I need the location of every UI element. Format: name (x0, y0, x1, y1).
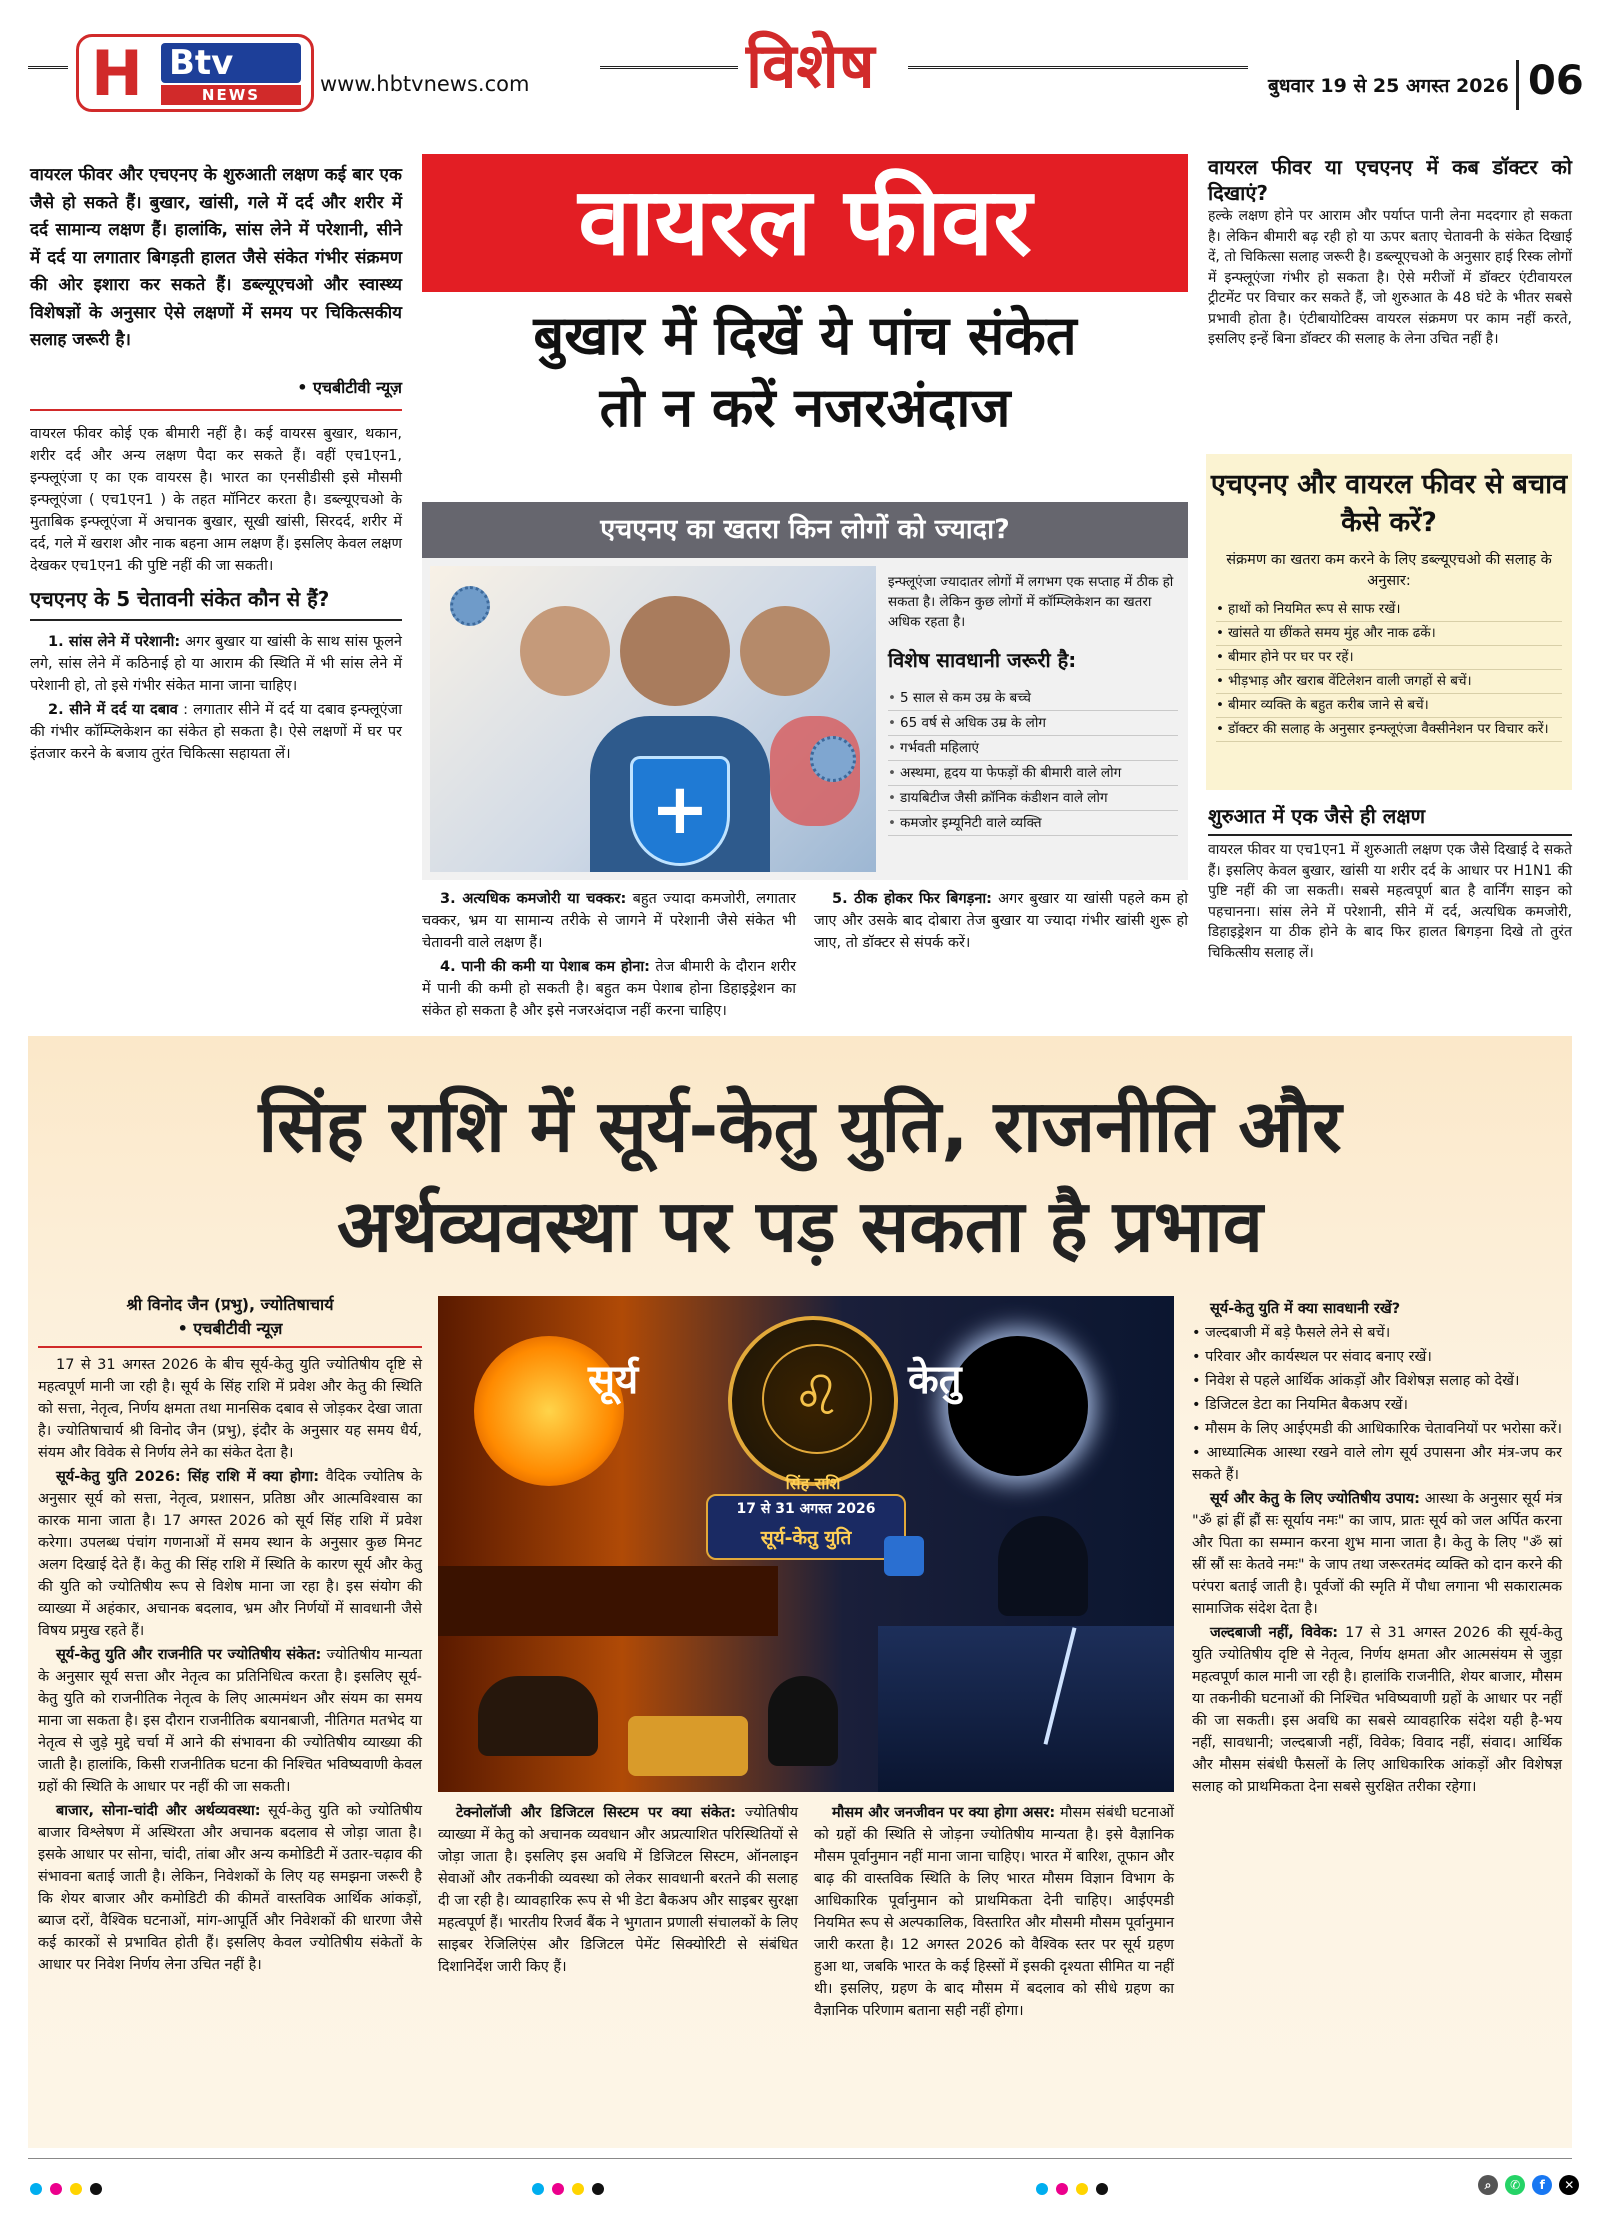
storm-scene (878, 1626, 1174, 1792)
story2-p2: सूर्य-केतु युति 2026: सिंह राशि में क्या होगा: वैदिक ज्योतिष के अनुसार सूर्य को सत्ता, नेतृत्व, प्रशासन, प्रतिष्ठा और आत्मविश्वास का कारक माना जाता है। 17 अगस्त 2026 को सूर्य सिंह राशि में प्रवेश करेगा। उपलब्ध पंचांग गणनाओं में समय स्थान के अनुसार कुछ मिनट अलग दिखाई देते हैं। केतु की सिंह राशि में स्थिति के कारण सूर्य और केतु की युति को ज्योतिषीय रूप से विशेष माना जा रहा है। इस संयोग की व्याख्या में अहंकार, अचानक बदलाव, भ्रम और निर्णयों में सावधानी जैसे विषय प्रमुख रहते हैं। (38, 1469, 422, 1639)
yuti-label: सूर्य-केतु युति (760, 1527, 852, 1549)
story2-col-1 (38, 1294, 422, 1978)
astrology-story (28, 1036, 1572, 2148)
story1-byline: • एचबीटीवी न्यूज़ (297, 377, 402, 397)
story2-p8: सूर्य और केतु के लिए ज्योतिषीय उपाय: आस्था के अनुसार सूर्य मंत्र "ॐ ह्रां ह्रीं ह्रौं सः सूर्याय नमः" का जाप, प्रातः सूर्य को जल अर्पित करना और पिता का सम्मान करना शुभ माना जाता है। केतु के लिए "ॐ स्रां स्रीं स्रौं सः केतवे नमः" के जाप तथा जरूरतमंद व्यक्ति को दान करने की परंपरा बताई जाती है। पूर्वजों की स्मृति में पौधा लगाना भी सकारात्मक सामाजिक संदेश देता है। (1192, 1491, 1562, 1617)
x-icon[interactable]: ✕ (1559, 2175, 1579, 2195)
logo-h: H (91, 37, 143, 110)
same-symptoms-column (1208, 802, 1572, 965)
prevention-box (1206, 454, 1572, 790)
doctor-advice: हल्के लक्षण होने पर आराम और पर्याप्त पानी लेना मददगार हो सकता है। लेकिन बीमारी बढ़ रही हो या ऊपर बताए चेतावनी के संकेत दिखाई दें, तो चिकित्सा सलाह जरूरी है। डब्ल्यूएचओ के अनुसार हाई रिस्क लोगों में इन्फ्लूएंजा गंभीर हो सकता है। ऐसे मरीजों में डॉक्टर एंटीवायरल ट्रीटमेंट पर विचार कर सकते हैं, जो शुरुआत के 48 घंटे के भीतर सबसे प्रभावी होता है। एंटीबायोटिक्स वायरल संक्रमण पर काम नहीं करते, इसलिए इन्हें बिना डॉक्टर की सलाह के लेना उचित नहीं है। (1208, 208, 1572, 347)
story2-col-2 (438, 1802, 798, 1980)
lock-icon (884, 1536, 924, 1576)
same-symptoms-text: वायरल फीवर या एच1एन1 में शुरुआती लक्षण एक जैसे दिखाई दे सकते हैं। इसलिए केवल बुखार, खांसी या शरीर दर्द के आधार पर H1N1 की पुष्टि नहीं की जा सकती। सबसे महत्वपूर्ण बात है वार्निंग साइन को पहचानना। सांस लेने में परेशानी, सीने में दर्द, अत्यधिक कमजोरी, डिहाइड्रेशन या ठीक होने के बाद फिर हालत बिगड़ना दिखे तो तुरंत चिकित्सीय सलाह लें। (1208, 842, 1572, 961)
issue-date: बुधवार 19 से 25 अगस्त 2026 (1268, 75, 1509, 97)
list-item: • हाथों को नियमित रूप से साफ रखें। (1216, 598, 1562, 622)
man-figure (740, 606, 830, 696)
story2-p3: सूर्य-केतु युति और राजनीति पर ज्योतिषीय संकेत: ज्योतिषीय मान्यता के अनुसार सूर्य सत्ता और नेतृत्व का प्रतिनिधित्व करता है। इसलिए सूर्य-केतु युति को राजनीतिक नेतृत्व के लिए आत्ममंथन और संयम का समय माना जा सकता है। इस दौरान राजनीतिक बयानबाजी, नीतिगत मतभेद या नेतृत्व से जुड़े मुद्दे चर्चा में आने की संभावना की ज्योतिषीय व्याख्या की जाती है। हालांकि, किसी राजनीतिक घटना की निश्चित भविष्यवाणी केवल ग्रहों की स्थिति के आधार पर नहीं की जा सकती। (38, 1647, 422, 1795)
care-item: • परिवार और कार्यस्थल पर संवाद बनाए रखें। (1192, 1349, 1432, 1365)
care-item: • जल्दबाजी में बड़े फैसले लेने से बचें। (1192, 1325, 1391, 1341)
doctor-question-heading: वायरल फीवर या एचएनए में कब डॉक्टर को दिखाएं? (1208, 155, 1572, 205)
flu-illustration (430, 566, 876, 872)
list-item: • बीमार होने पर घर पर रहें। (1216, 646, 1562, 670)
hbtv-logo[interactable] (76, 34, 314, 112)
list-item: • बीमार व्यक्ति के बहुत करीब जाने से बचें। (1216, 694, 1562, 718)
list-item: • गर्भवती महिलाएं (888, 736, 1178, 761)
virus-icon (450, 586, 490, 626)
ketu-label: केतु (908, 1357, 962, 1403)
list-item: • डायबिटीज जैसी क्रॉनिक कंडीशन वाले लोग (888, 786, 1178, 811)
whatsapp-icon[interactable]: ✆ (1505, 2175, 1525, 2195)
story2-p5: टेक्नोलॉजी और डिजिटल सिस्टम पर क्या संकेत: ज्योतिषीय व्याख्या में केतु को अचानक व्यवधान और अप्रत्याशित परिस्थितियों से जोड़ा जाता है। इसलिए इस अवधि में डिजिटल सिस्टम, ऑनलाइन सेवाओं और तकनीकी व्यवस्था को लेकर सावधानी बरतने की सलाह दी जा रही है। व्यावहारिक रूप से भी डेटा बैकअप और साइबर सुरक्षा महत्वपूर्ण हैं। भारतीय रिजर्व बैंक ने भुगतान प्रणाली संचालकों के लिए साइबर रेजिलिएंस और डिजिटल पेमेंट सिक्योरिटी से संबंधित दिशानिर्देश जारी किए हैं। (438, 1805, 798, 1975)
story1-banner: वायरल फीवर (422, 154, 1188, 292)
sign-4: 4. पानी की कमी या पेशाब कम होना: तेज बीमारी के दौरान शरीर में पानी की कमी हो सकती है। बहुत कम पेशाब होना डिहाइड्रेशन का संकेत हो सकता है और इसे नजरअंदाज नहीं करना चाहिए। (422, 959, 796, 1019)
header-rule (28, 66, 68, 69)
registration-dots (30, 2180, 110, 2192)
risk-infobox (422, 558, 1188, 880)
list-item: • 65 वर्ष से अधिक उम्र के लोग (888, 711, 1178, 736)
story2-p1: 17 से 31 अगस्त 2026 के बीच सूर्य-केतु युति ज्योतिषीय दृष्टि से महत्वपूर्ण मानी जा रही है। सूर्य के सिंह राशि में प्रवेश और केतु की स्थिति को सत्ता, नेतृत्व, निर्णय क्षमता तथा मानसिक दबाव से जोड़कर देखा जाता है। ज्योतिषाचार्य श्री विनोद जैन (प्रभु), इंदौर के अनुसार यह समय धैर्य, संयम और विवेक से निर्णय लेने का संकेत देता है। (38, 1357, 422, 1461)
risk-intro: इन्फ्लूएंजा ज्यादातर लोगों में लगभग एक सप्ताह में ठीक हो सकता है। लेकिन कुछ लोगों में कॉम्प्लिकेशन का खतरा अधिक रहता है। (888, 574, 1174, 630)
page-header (28, 28, 1584, 118)
story1-headline: बुखार में दिखें ये पांच संकेत तो न करें नजरअंदाज (533, 304, 1077, 439)
story2-col-3 (814, 1802, 1174, 2024)
page-number: 06 (1528, 58, 1584, 104)
header-rule (908, 66, 1248, 69)
medical-shield-icon: + (630, 756, 730, 866)
search-icon[interactable]: ⌕ (1478, 2175, 1498, 2195)
same-symptoms-heading: शुरुआत में एक जैसे ही लक्षण (1208, 802, 1572, 836)
care-item: • आध्यात्मिक आस्था रखने वाले लोग सूर्य उपासना और मंत्र-जप कर सकते हैं। (1192, 1445, 1562, 1483)
divider (30, 409, 402, 411)
list-item: • डॉक्टर की सलाह के अनुसार इन्फ्लूएंजा वैक्सीनेशन पर विचार करें। (1216, 718, 1562, 742)
social-icons (1476, 2174, 1579, 2196)
story2-p9: जल्दबाजी नहीं, विवेक: 17 से 31 अगस्त 2026 की सूर्य-केतु युति ज्योतिषीय दृष्टि से नेतृत्व, निर्णय क्षमता और आत्मसंयम से जुड़ा महत्वपूर्ण काल मानी जा रही है। हालांकि राजनीति, शेयर बाजार, मौसम या तकनीकी घटनाओं की निश्चित भविष्यवाणी ग्रहों के आधार पर नहीं की जा सकती। इस अवधि का सबसे व्यावहारिक संदेश यही है-भय नहीं, सावधानी; जल्दबाजी नहीं, विवेक; विवाद नहीं, संवाद। आर्थिक और मौसम संबंधी फैसलों के लिए आधिकारिक आंकड़ों और विशेषज्ञ सलाह को प्राथमिकता देना सबसे सुरक्षित तरीका रहेगा। (1192, 1625, 1562, 1795)
care-item: • मौसम के लिए आईएमडी की आधिकारिक चेतावनियों पर भरोसा करें। (1192, 1421, 1562, 1437)
story2-byline: • एचबीटीवी न्यूज़ (177, 1319, 283, 1338)
list-item: • 5 साल से कम उम्र के बच्चे (888, 686, 1178, 711)
story1-left-column (30, 162, 402, 767)
section-title: विशेष (746, 29, 875, 102)
story1-center-col-a (422, 888, 796, 1024)
prevention-intro: संक्रमण का खतरा कम करने के लिए डब्ल्यूएचओ की सलाह के अनुसार: (1226, 552, 1552, 589)
gold-coins-icon (628, 1716, 748, 1776)
care-item: • डिजिटल डेटा का नियमित बैकअप रखें। (1192, 1397, 1409, 1413)
header-rule (600, 66, 738, 69)
surya-label: सूर्य (588, 1357, 639, 1403)
prevention-list (1216, 598, 1562, 742)
sign-3: 3. अत्यधिक कमजोरी या चक्कर: बहुत ज्यादा कमजोरी, लगातार चक्कर, भ्रम या सामान्य तरीके से जागने में परेशानी जैसे संकेत भी चेतावनी वाले लक्षण हैं। (422, 891, 796, 951)
story2-author: श्री विनोद जैन (प्रभु), ज्योतिषाचार्य (126, 1295, 334, 1314)
story2-headline: सिंह राशि में सूर्य-केतु युति, राजनीति और अर्थव्यवस्था पर पड़ सकता है प्रभाव (258, 1084, 1342, 1268)
virus-icon (810, 736, 856, 782)
bull-icon (478, 1676, 598, 1756)
story2-col-4 (1192, 1298, 1562, 1800)
hacker-silhouette (998, 1516, 1088, 1616)
man-figure (620, 596, 730, 706)
prevention-title: एचएनए और वायरल फीवर से बचाव कैसे करें? (1210, 469, 1568, 538)
sign-5: 5. ठीक होकर फिर बिगड़ना: अगर बुखार या खांसी पहले कम हो जाए और उसके बाद दोबारा तेज बुखार या ज्यादा गंभीर खांसी शुरू हो जाए, तो डॉक्टर से संपर्क करें। (814, 891, 1188, 951)
caution-heading: विशेष सावधानी जरूरी है: (888, 648, 1077, 672)
story1-lede: वायरल फीवर और एचएनए के शुरुआती लक्षण कई बार एक जैसे हो सकते हैं। बुखार, खांसी, गले में दर्द और शरीर में दर्द सामान्य लक्षण हैं। हालांकि, सांस लेने में परेशानी, सीने में दर्द या लगातार बिगड़ती हालत जैसे संकेत गंभीर संक्रमण की ओर इशारा कर सकते हैं। डब्ल्यूएचओ और स्वास्थ्य विशेषज्ञों के अनुसार ऐसे लक्षणों में समय पर चिकित्सकीय सलाह जरूरी है। (30, 165, 402, 350)
registration-dots (1036, 2180, 1116, 2192)
story2-p4: बाजार, सोना-चांदी और अर्थव्यवस्था: सूर्य-केतु युति को ज्योतिषीय बाजार विश्लेषण में अस्थिरता और अचानक बदलाव से जोड़ा जाता है। इसके आधार पर सोना, चांदी, तांबा और अन्य कमोडिटी में उतार-चढ़ाव की संभावना बताई जाती है। लेकिन, निवेशकों के लिए यह समझना जरूरी है कि शेयर बाजार और कमोडिटी की कीमतें वास्तविक आर्थिक आंकड़ों, ब्याज दरों, वैश्विक घटनाओं, मांग-आपूर्ति और निवेशकों की धारणा जैसे कई कारकों से प्रभावित होती हैं। इसलिए केवल ज्योतिषीय संकेतों के आधार पर निवेश निर्णय लेना उचित नहीं है। (38, 1803, 422, 1973)
crowd-silhouette (438, 1566, 778, 1636)
risk-box-title: एचएनए का खतरा किन लोगों को ज्यादा? (422, 502, 1188, 558)
logo-btv: Btv (161, 43, 301, 83)
zodiac-wheel (728, 1316, 898, 1486)
date-badge (706, 1494, 906, 1560)
sign-2: 2. सीने में दर्द या दबाव : लगातार सीने में दर्द या दबाव इन्फ्लूएंजा की गंभीर कॉम्प्लिकेशन का संकेत हो सकता है। ऐसे लक्षणों में घर पर इंतजार करने के बजाय तुरंत चिकित्सा सहायता लें। (30, 701, 402, 762)
risk-group-list (888, 686, 1178, 836)
logo-news: NEWS (161, 85, 301, 105)
story2-p6: मौसम और जनजीवन पर क्या होगा असर: मौसम संबंधी घटनाओं को ग्रहों की स्थिति से जोड़ना ज्योतिषीय मान्यता है। इसे वैज्ञानिक मौसम पूर्वानुमान नहीं माना जाना चाहिए। भारत में बारिश, तूफान और बाढ़ की वास्तविक स्थिति के लिए भारत मौसम विज्ञान विभाग के आधिकारिक पूर्वानुमान को प्राथमिकता देनी चाहिए। आईएमडी नियमित रूप से अल्पकालिक, विस्तारित और मौसमी मौसम पूर्वानुमान जारी करता है। 12 अगस्त 2026 को वैश्विक स्तर पर सूर्य ग्रहण हुआ था, जबकि भारत के कई हिस्सों में इसकी दृश्यता सीमित या नहीं थी। इसलिए, ग्रहण के बाद मौसम में बदलाव को सीधे ग्रहण का वैज्ञानिक परिणाम बताना सही नहीं होगा। (814, 1805, 1174, 2019)
story1-intro: वायरल फीवर कोई एक बीमारी नहीं है। कई वायरस बुखार, थकान, शरीर दर्द और अन्य लक्षण पैदा कर सकते हैं। वहीं एच1एन1, इन्फ्लूएंजा ए का एक वायरस है। भारत का एनसीडीसी इसे मौसमी इन्फ्लूएंजा ( एच1एन1 ) के तहत मॉनिटर करता है। डब्ल्यूएचओ के मुताबिक इन्फ्लूएंजा में अचानक बुखार, सूखी खांसी, सिरदर्द, शरीर में दर्द, गले में खराश और नाक बहना आम लक्षण हैं। इसलिए केवल लक्षण देखकर एच1एन1 की पुष्टि नहीं की जा सकती। (30, 425, 402, 574)
facebook-icon[interactable]: f (1532, 2175, 1552, 2195)
caution-heading: सूर्य-केतु युति में क्या सावधानी रखें? (1210, 1301, 1401, 1317)
warning-signs-heading: एचएनए के 5 चेतावनी संकेत कौन से हैं? (30, 585, 402, 621)
woman-figure (520, 606, 610, 696)
lion-icon: ♌ (762, 1344, 872, 1454)
rashi-label: सिंह राशि (785, 1474, 841, 1493)
footer-rule (28, 2158, 1572, 2159)
page-divider (1516, 60, 1519, 110)
meditation-icon (768, 1676, 838, 1766)
date-range: 17 से 31 अगस्त 2026 (736, 1501, 876, 1517)
sun-ketu-artwork (438, 1296, 1174, 1792)
site-url[interactable]: www.hbtvnews.com (320, 72, 530, 96)
story1-center-col-b (814, 888, 1188, 956)
eclipse-icon (948, 1336, 1088, 1476)
registration-dots (532, 2180, 612, 2192)
list-item: • अस्थमा, हृदय या फेफड़ों की बीमारी वाले लोग (888, 761, 1178, 786)
story1-right-column (1208, 154, 1572, 352)
divider (38, 1346, 422, 1348)
list-item: • कमजोर इम्यूनिटी वाले व्यक्ति (888, 811, 1178, 836)
list-item: • खांसते या छींकते समय मुंह और नाक ढकें। (1216, 622, 1562, 646)
care-item: • निवेश से पहले आर्थिक आंकड़ों और विशेषज्ञ सलाह को देखें। (1192, 1373, 1520, 1389)
sign-1: 1. सांस लेने में परेशानी: अगर बुखार या खांसी के साथ सांस फूलने लगे, सांस लेने में कठिनाई हो या आराम की स्थिति में भी सांस लेने में परेशानी हो, तो इसे गंभीर संकेत माना जाना चाहिए। (30, 633, 402, 694)
list-item: • भीड़भाड़ और खराब वेंटिलेशन वाली जगहों से बचें। (1216, 670, 1562, 694)
